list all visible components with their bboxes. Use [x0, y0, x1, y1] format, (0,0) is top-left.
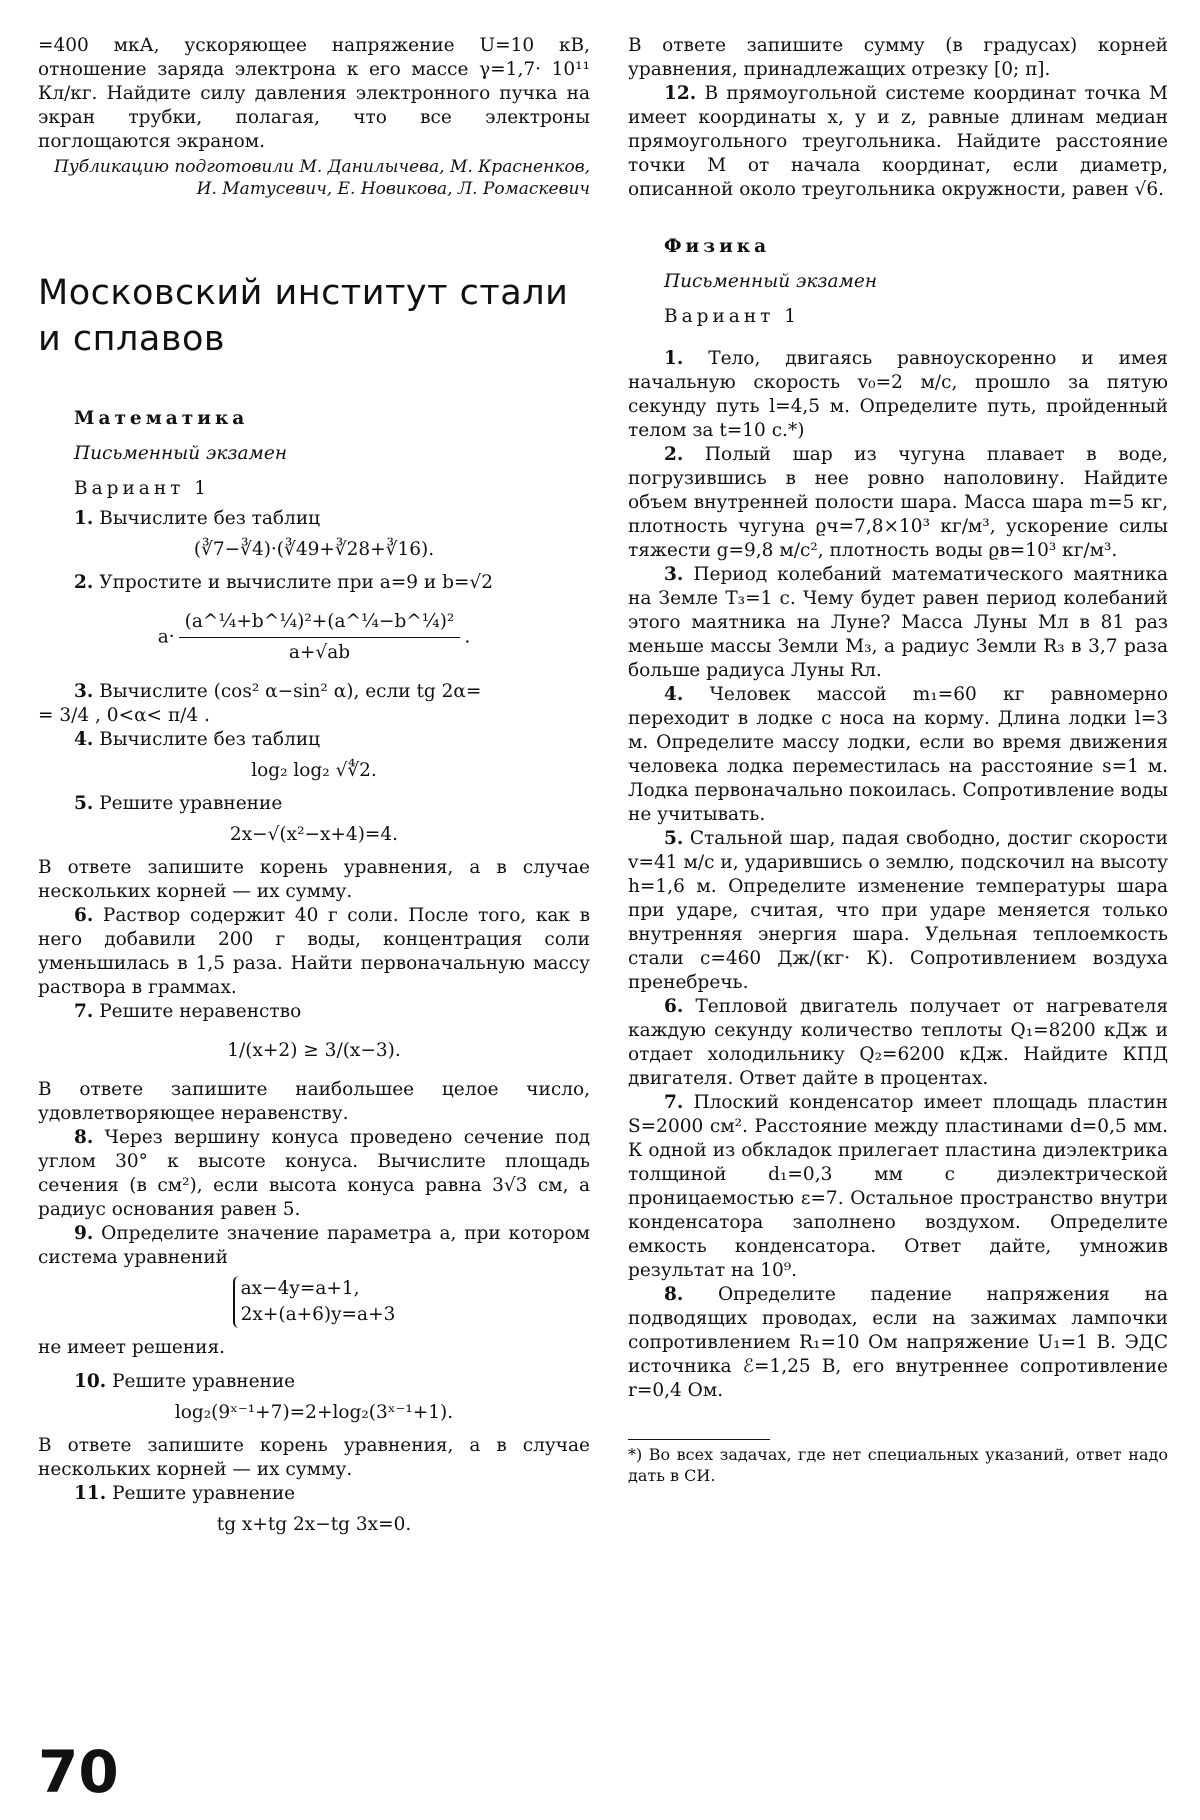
- footnote-divider: [628, 1439, 770, 1440]
- problem-text: Решите уравнение: [112, 1483, 296, 1504]
- problem-text: Стальной шар, падая свободно, достиг скорости v=41 м/с и, ударившись о землю, подскочил на высоту h=1,6 м. Определите изменение температуры шара при ударе, считая, что при ударе меняется только внутренняя энергия шара. Удельная теплоемкость стали c=460 Дж/(кг· К). Сопротивлением воздуха пренебречь.: [628, 828, 1168, 993]
- math-problem-10: [38, 1370, 590, 1394]
- problem-number: 7.: [664, 1092, 684, 1113]
- math-problem-8: [38, 1126, 590, 1222]
- math-problem-11-formula: tg x+tg 2x−tg 3x=0.: [216, 1514, 412, 1535]
- math-problem-7: [38, 1000, 590, 1024]
- math-problem-7-formula: 1/(x+2) ≥ 3/(x−3).: [227, 1040, 401, 1061]
- problem-text: В прямоугольной системе координат точка M имеет координаты x, y и z, равные длинам медиан прямоугольного треугольника. Найдите расстояние точки M от начала координат, если диаметр, описанной около треугольника окружности, равен √6.: [628, 83, 1168, 200]
- math-problem-5-formula: 2x−√(x²−x+4)=4.: [229, 824, 399, 845]
- problem-text: Полый шар из чугуна плавает в воде, погрузившись в нее ровно наполовину. Найдите объем внутренней полости шара. Масса шара m=5 кг, плотность чугуна ϱч=7,8×10³ кг/м³, ускорение силы тяжести g=9,8 м/с², плотность воды ϱв=10³ кг/м³.: [628, 444, 1168, 561]
- problem-text: Решите уравнение: [112, 1371, 296, 1392]
- math-problem-3: [38, 680, 590, 704]
- system-equation-1: ax−4y=a+1,: [240, 1278, 360, 1299]
- system-equation-2: 2x+(a+6)y=a+3: [240, 1304, 396, 1325]
- physics-exam-type: Письменный экзамен: [664, 271, 878, 292]
- problem-text: Решите уравнение: [99, 793, 283, 814]
- problem-number: 3.: [74, 681, 94, 702]
- problem-number: 8.: [664, 1284, 684, 1305]
- formula-prefix: a·: [157, 626, 175, 648]
- math-problem-6: [38, 904, 590, 1000]
- math-problem-4: [38, 728, 590, 752]
- problem-number: 8.: [74, 1127, 94, 1148]
- institute-title: Московский институт стали и сплавов: [38, 273, 569, 359]
- problem-number: 11.: [74, 1483, 107, 1504]
- problem-number: 3.: [664, 564, 684, 585]
- problem-number: 5.: [74, 793, 94, 814]
- math-problem-5-answer-note: В ответе запишите корень уравнения, а в случае нескольких корней — их сумму.: [38, 857, 590, 902]
- intro-paragraph: =400 мкА, ускоряющее напряжение U=10 кВ, отношение заряда электрона к его массе γ=1,7· 10¹¹ Кл/кг. Найдите силу давления электронного пучка на экран трубки, полагая, что все электроны поглощаются экраном.: [38, 35, 590, 152]
- problem-number: 4.: [74, 729, 94, 750]
- problem-text: Плоский конденсатор имеет площадь пластин S=2000 см². Расстояние между пластинами d=0,5 мм. К одной из обкладок прилегает пластина диэлектрика толщиной d₁=0,3 мм с диэлектрической проницаемостью ε=7. Остальное пространство внутри конденсатора заполнено воздухом. Определите емкость конденсатора. Ответ дайте, умножив результат на 10⁹.: [628, 1092, 1168, 1281]
- equation-system: [233, 1276, 396, 1328]
- publication-credit: Публикацию подготовили М. Данилычева, М. Красненков, И. Матусевич, Е. Новикова, Л. Ромаскевич: [54, 157, 590, 199]
- math-variant: Вариант 1: [74, 478, 211, 499]
- fraction: [179, 609, 461, 666]
- math-problem-10-answer-note: В ответе запишите корень уравнения, а в случае нескольких корней — их сумму.: [38, 1435, 590, 1480]
- physics-problem-8: [628, 1283, 1168, 1403]
- math-problem-3-formula: = 3/4 , 0<α< π/4 .: [38, 705, 210, 726]
- problem-text: Определите значение параметра a, при котором система уравнений: [38, 1223, 590, 1268]
- physics-problem-1: [628, 347, 1168, 443]
- problem-number: 5.: [664, 828, 684, 849]
- problem-number: 9.: [74, 1223, 94, 1244]
- fraction-denominator: a+√ab: [288, 642, 351, 663]
- physics-variant: Вариант 1: [664, 306, 801, 327]
- math-problem-7-answer-note: В ответе запишите наибольшее целое число, удовлетворяющее неравенству.: [38, 1079, 590, 1124]
- problem-number: 4.: [664, 684, 684, 705]
- problem-text: Вычислите без таблиц: [99, 729, 321, 750]
- physics-problem-2: [628, 443, 1168, 563]
- problem-number: 7.: [74, 1001, 94, 1022]
- physics-problem-7: [628, 1091, 1168, 1283]
- left-column: [38, 34, 590, 1546]
- page-number: 70: [38, 1738, 119, 1806]
- fraction-numerator: (a^¼+b^¼)²+(a^¼−b^¼)²: [179, 609, 461, 638]
- math-problem-1: [38, 507, 590, 531]
- math-problem-10-formula: log₂(9ˣ⁻¹+7)=2+log₂(3ˣ⁻¹+1).: [174, 1402, 454, 1423]
- physics-problem-4: [628, 683, 1168, 827]
- physics-problem-3: [628, 563, 1168, 683]
- problem-text: Через вершину конуса проведено сечение под углом 30° к высоте конуса. Вычислите площадь сечения (в см²), если высота конуса равна 3√3 см, а радиус основания равен 5.: [38, 1127, 590, 1220]
- problem-text: Определите падение напряжения на подводящих проводах, если на зажимах лампочки сопротивлением R₁=10 Ом напряжение U₁=1 В. ЭДС источника ℰ=1,25 В, его внутреннее сопротивление r=0,4 Ом.: [628, 1284, 1168, 1401]
- problem-text: Вычислите без таблиц: [99, 508, 321, 529]
- math-problem-11: [38, 1482, 590, 1506]
- math-problem-5: [38, 792, 590, 816]
- problem-number: 10.: [74, 1371, 107, 1392]
- problem-number: 1.: [664, 348, 684, 369]
- physics-subject-heading: Физика: [664, 236, 771, 257]
- math-exam-type: Письменный экзамен: [74, 443, 288, 464]
- problem-number: 6.: [74, 905, 94, 926]
- math-problem-9-system: [38, 1276, 590, 1328]
- problem-text: Раствор содержит 40 г соли. После того, как в него добавили 200 г воды, концентрация соли уменьшилась в 1,5 раза. Найти первоначальную массу раствора в граммах.: [38, 905, 590, 998]
- math-problem-12: [628, 82, 1168, 202]
- problem-number: 2.: [664, 444, 684, 465]
- problem-number: 12.: [664, 83, 697, 104]
- math-problem-9: [38, 1222, 590, 1270]
- math-problem-4-formula: log₂ log₂ √∜2.: [251, 760, 377, 781]
- math-subject-heading: Математика: [74, 408, 249, 429]
- physics-problem-6: [628, 995, 1168, 1091]
- math-problem-9-tail: не имеет решения.: [38, 1337, 226, 1358]
- problem-text: Тепловой двигатель получает от нагревателя каждую секунду количество теплоты Q₁=8200 кДж и отдает холодильнику Q₂=6200 кДж. Найдите КПД двигателя. Ответ дайте в процентах.: [628, 996, 1168, 1089]
- problem-number: 2.: [74, 572, 94, 593]
- math-problem-11-answer-note: В ответе запишите сумму (в градусах) корней уравнения, принадлежащих отрезку [0; π].: [628, 35, 1168, 80]
- right-column: [628, 34, 1168, 1486]
- math-problem-2-formula: a· $\frac{\text{(a\textasciicircum{}¼+b\textasciicircum{}¼)²+(a\textasciicircum{}¼−b\textasciicircum{}¼)²}}{a+√ab}$ .: [38, 609, 590, 666]
- math-problem-1-formula: (∛7−∛4)·(∛49+∛28+∛16).: [193, 539, 435, 560]
- problem-text: Решите неравенство: [99, 1001, 302, 1022]
- problem-text: Упростите и вычислите при a=9 и b=√2: [99, 572, 493, 593]
- problem-number: 1.: [74, 508, 94, 529]
- problem-text: Период колебаний математического маятника на Земле T₃=1 с. Чему будет равен период колебаний этого маятника на Луне? Масса Луны Mл в 81 раз меньше массы Земли M₃, а радиус Земли R₃ в 3,7 раза больше радиуса Луны Rл.: [628, 564, 1168, 681]
- problem-number: 6.: [664, 996, 684, 1017]
- problem-text: Тело, двигаясь равноускоренно и имея начальную скорость v₀=2 м/с, прошло за пятую секунду путь l=4,5 м. Определите путь, пройденный телом за t=10 с.*): [628, 348, 1168, 441]
- problem-text: Вычислите (cos² α−sin² α), если tg 2α=: [99, 681, 482, 702]
- physics-problem-5: [628, 827, 1168, 995]
- math-problem-2: [38, 571, 590, 595]
- footnote: *) Во всех задачах, где нет специальных указаний, ответ надо дать в СИ.: [628, 1445, 1168, 1485]
- problem-text: Человек массой m₁=60 кг равномерно переходит в лодке с носа на корму. Длина лодки l=3 м. Определите массу лодки, если во время движения человека лодка переместилась на расстояние s=1 м. Лодка первоначально покоилась. Сопротивление воды не учитывать.: [628, 684, 1168, 825]
